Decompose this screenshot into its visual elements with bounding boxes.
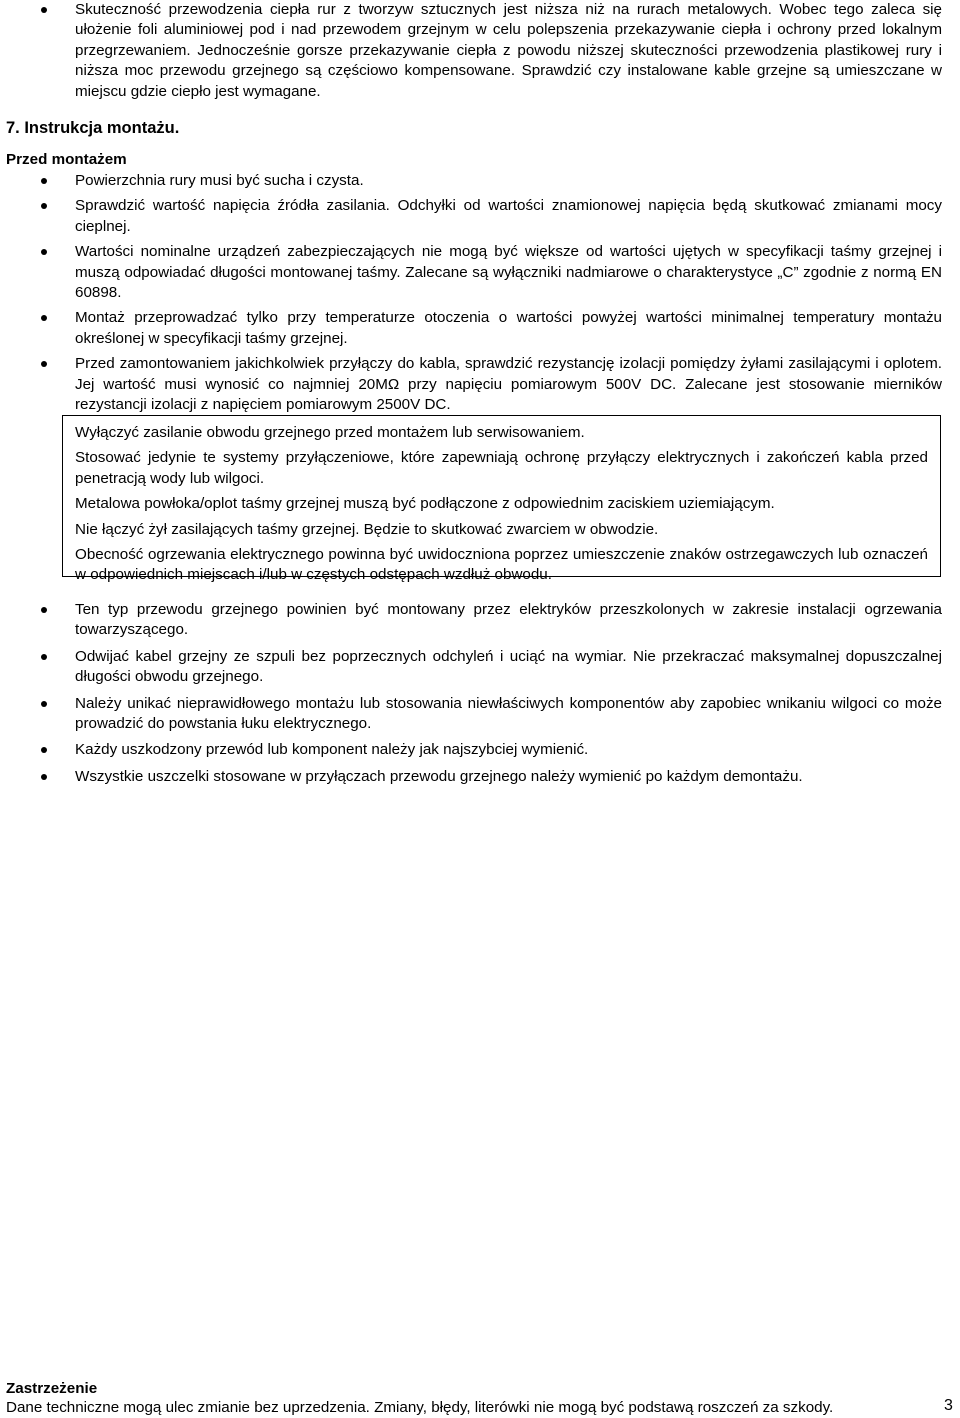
before-mounting-list bbox=[0, 171, 960, 420]
warning-line: Metalowa powłoka/oplot taśmy grzejnej muszą być podłączone z odpowiednim zaciskiem uziemiającym. bbox=[75, 495, 775, 513]
list-item: Skuteczność przewodzenia ciepła rur z tworzyw sztucznych jest niższa niż na rurach metalowych. Wobec tego zaleca się ułożenie foli aluminiowej pod i nad przewodem grzejnym w celu polepszenia przekazywanie ciepła i ochrony przed lokalnym przegrzewaniem. Jednocześnie gorsze przekazywanie ciepła z powodu niższej skuteczności przewodzenia plastikowej rury i niższa moc przewodu grzejnego są częściowo kompensowane. Sprawdzić czy instalowane kable grzejne są umieszczane w miejscu gdzie ciepło jest wymagane. bbox=[0, 0, 960, 102]
list-item: Wartości nominalne urządzeń zabezpieczających nie mogą być większe od wartości ujętych w specyfikacji taśmy grzejnej i muszą odpowiadać długości montowanej taśmy. Zalecane są wyłączniki nadmiarowe o charakterystyce „C” zgodnie z normą EN 60898. bbox=[0, 242, 960, 303]
warning-line: Stosować jedynie te systemy przyłączeniowe, które zapewniają ochronę przyłączy elektrycznych i zakończeń kabla przed penetracją wody lub wilgoci. bbox=[75, 449, 928, 487]
installation-notes-list bbox=[0, 600, 960, 793]
list-item: Każdy uszkodzony przewód lub komponent należy jak najszybciej wymienić. bbox=[0, 740, 960, 760]
warning-line: Wyłączyć zasilanie obwodu grzejnego przed montażem lub serwisowaniem. bbox=[75, 424, 585, 441]
list-item: Przed zamontowaniem jakichkolwiek przyłączy do kabla, sprawdzić rezystancję izolacji pomiędzy żyłami zasilającymi i oplotem. Jej wartość musi wynosić co najmniej 20MΩ przy napięciu pomiarowym 500V DC. Zalecane jest stosowanie mierników rezystancji izolacji z napięciem pomiarowym 2500V DC. bbox=[0, 354, 960, 415]
list-item: Sprawdzić wartość napięcia źródła zasilania. Odchyłki od wartości znamionowej napięcia będą skutkować zmianami mocy cieplnej. bbox=[0, 196, 960, 237]
list-item: Montaż przeprowadzać tylko przy temperaturze otoczenia o wartości powyżej wartości minimalnej temperatury montażu określonej w specyfikacji taśmy grzejnej. bbox=[0, 308, 960, 349]
warning-box bbox=[62, 415, 941, 584]
warning-line: Obecność ogrzewania elektrycznego powinna być uwidoczniona poprzez umieszczenie znaków ostrzegawczych lub oznaczeń w odpowiednich miejscach i/lub w częstych odstępach wzdłuż obwodu. bbox=[75, 546, 928, 584]
list-item: Ten typ przewodu grzejnego powinien być montowany przez elektryków przeszkolonych w zakresie instalacji ogrzewania towarzyszącego. bbox=[0, 600, 960, 641]
intro-bullet-list bbox=[0, 0, 960, 102]
footer-title: Zastrzeżenie bbox=[6, 1380, 98, 1397]
page-number: 3 bbox=[944, 1397, 953, 1414]
list-item: Należy unikać nieprawidłowego montażu lub stosowania niewłaściwych komponentów aby zapobiec wnikaniu wilgoci co może prowadzić do powstania łuku elektrycznego. bbox=[0, 694, 960, 735]
section-title: 7. Instrukcja montażu. bbox=[6, 119, 180, 137]
list-item: Wszystkie uszczelki stosowane w przyłączach przewodu grzejnego należy wymienić po każdym demontażu. bbox=[0, 767, 960, 787]
list-item: Odwijać kabel grzejny ze szpuli bez poprzecznych odchyleń i uciąć na wymiar. Nie przekraczać maksymalnej dopuszczalnej długości obwodu grzejnego. bbox=[0, 647, 960, 688]
list-item: Powierzchnia rury musi być sucha i czysta. bbox=[0, 171, 960, 191]
subsection-title: Przed montażem bbox=[6, 151, 127, 168]
warning-line: Nie łączyć żył zasilających taśmy grzejnej. Będzie to skutkować zwarciem w obwodzie. bbox=[75, 520, 659, 538]
footer-disclaimer: Dane techniczne mogą ulec zmianie bez uprzedzenia. Zmiany, błędy, literówki nie mogą być podstawą roszczeń za szkody. bbox=[6, 1399, 834, 1416]
